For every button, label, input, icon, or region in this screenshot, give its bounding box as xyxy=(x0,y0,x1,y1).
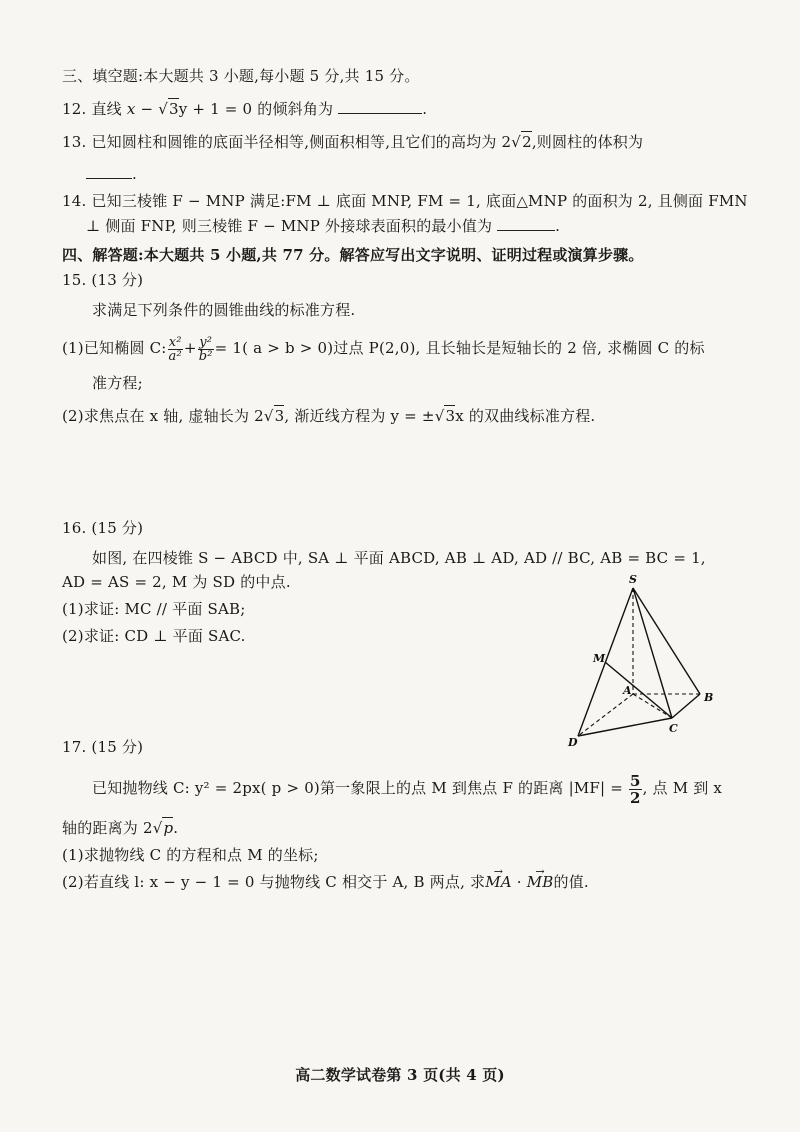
q17-l1-a: 已知抛物线 C: y² = 2px( p > 0)第一象限上的点 M 到焦点 F 的距离 |MF| = xyxy=(92,779,624,797)
q15-f1-num: x² xyxy=(168,334,182,350)
label-C: C xyxy=(669,722,678,735)
q14-line1: 已知三棱锥 F − MNP 满足:FM ⊥ 底面 MNP, FM = 1, 底面△MNP 的面积为 2, 且侧面 FMN xyxy=(91,192,748,210)
q12-eq-part2: y + 1 = 0 的倾斜角为 xyxy=(178,100,334,118)
section3-heading: 三、填空题:本大题共 3 小题,每小题 5 分,共 15 分。 xyxy=(62,67,420,85)
q15-fraction-x xyxy=(168,336,183,363)
q17-p2-b: 的值. xyxy=(553,873,589,891)
q16-line1: 如图, 在四棱锥 S − ABCD 中, SA ⊥ 平面 ABCD, AB ⊥ AD, AD // BC, AB = BC = 1, xyxy=(92,549,706,567)
q14-number: 14. xyxy=(62,192,87,210)
q15-sqrt-sign-2: √ xyxy=(434,407,445,425)
q17-dot: · xyxy=(511,873,527,891)
q15-p2-a: (2)求焦点在 x 轴, 虚轴长为 2 xyxy=(62,407,264,425)
page-footer: 高二数学试卷第 3 页(共 4 页) xyxy=(295,1066,505,1084)
label-A: A xyxy=(623,684,632,697)
q13-answer-blank[interactable] xyxy=(86,164,132,179)
q17-vector-mb: → MB xyxy=(527,872,554,892)
edge-SC xyxy=(633,588,672,718)
pyramid-figure xyxy=(560,568,730,748)
q15-f1-den: a² xyxy=(168,348,182,364)
q14-answer-blank[interactable] xyxy=(497,216,555,231)
edge-CB xyxy=(672,694,700,718)
q14-line2: ⊥ 侧面 FNP, 则三棱锥 F − MNP 外接球表面积的最小值为 xyxy=(86,217,493,235)
q16-part1: (1)求证: MC // 平面 SAB; xyxy=(62,600,246,618)
edge-MC xyxy=(605,662,672,718)
q13-sqrt-sign: √ xyxy=(511,133,522,151)
q15-fraction-y xyxy=(198,336,214,363)
q15-part2 xyxy=(62,405,595,426)
q17-header: 17. (15 分) xyxy=(62,738,144,756)
q15-p2-sqrt1: 3 xyxy=(274,407,285,425)
label-D: D xyxy=(568,736,578,748)
q13-end: . xyxy=(132,165,137,183)
question-13 xyxy=(62,131,643,152)
edge-SB xyxy=(633,588,700,694)
q12-end: . xyxy=(422,100,428,118)
q15-p2-sqrt2: 3 xyxy=(445,407,456,425)
q13-text1: 已知圆柱和圆锥的底面半径相等,侧面积相等,且它们的高均为 2 xyxy=(91,133,512,151)
q13-sqrt: 2 xyxy=(522,133,532,151)
q15-p2-c: x 的双曲线标准方程. xyxy=(455,407,596,425)
question-13-blank-line xyxy=(86,164,137,184)
q17-frac-num: 5 xyxy=(629,771,641,790)
label-S: S xyxy=(629,573,637,586)
q17-fraction xyxy=(629,773,642,806)
q13-text2: ,则圆柱的体积为 xyxy=(531,133,644,151)
q15-intro: 求满足下列条件的圆锥曲线的标准方程. xyxy=(92,301,356,319)
q12-sqrt-sign: √ xyxy=(158,100,168,118)
label-B: B xyxy=(704,691,714,704)
q15-header: 15. (13 分) xyxy=(62,271,144,289)
q17-l2-sqrt: p xyxy=(163,819,174,837)
q12-sqrt: 3 xyxy=(168,100,179,118)
q17-line2 xyxy=(62,817,178,838)
section4-heading: 四、解答题:本大题共 5 小题,共 77 分。解答应写出文字说明、证明过程或演算步骤。 xyxy=(62,246,644,264)
q17-l1-b: , 点 M 到 x xyxy=(642,779,723,797)
q17-l2-a: 轴的距离为 2 xyxy=(62,819,153,837)
q17-part1: (1)求抛物线 C 的方程和点 M 的坐标; xyxy=(62,846,319,864)
q15-p1-b: = 1( a > b > 0)过点 P(2,0), 且长轴长是短轴长的 2 倍, 求椭圆 C 的标 xyxy=(214,339,705,357)
q16-line2: AD = AS = 2, M 为 SD 的中点. xyxy=(62,573,291,591)
edge-DC xyxy=(578,718,672,736)
q14-end: . xyxy=(555,217,561,235)
q15-part1 xyxy=(62,330,705,366)
q12-number: 12. xyxy=(62,100,87,118)
q17-line1 xyxy=(92,768,722,808)
q12-answer-blank[interactable] xyxy=(338,99,422,114)
q15-p1-c: 准方程; xyxy=(92,374,143,392)
label-M: M xyxy=(593,652,606,665)
q16-header: 16. (15 分) xyxy=(62,519,144,537)
q17-p2-a: (2)若直线 l: x − y − 1 = 0 与抛物线 C 相交于 A, B 两点, 求 xyxy=(62,873,486,891)
q17-l2-b: . xyxy=(173,819,179,837)
q15-plus: + xyxy=(183,339,197,357)
question-12 xyxy=(62,98,427,119)
q15-p2-b: , 渐近线方程为 y = ± xyxy=(284,407,435,425)
q16-part2: (2)求证: CD ⊥ 平面 SAC. xyxy=(62,627,246,645)
q12-prefix: 直线 xyxy=(91,100,122,118)
q15-p1-a: (1)已知椭圆 C: xyxy=(62,339,167,357)
q15-sqrt-sign-1: √ xyxy=(263,407,274,425)
q17-part2 xyxy=(62,872,589,892)
q17-vector-ma: → MA xyxy=(485,872,512,892)
q17-sqrt-sign: √ xyxy=(152,819,163,837)
q13-number: 13. xyxy=(62,133,87,151)
q15-f2-den: b² xyxy=(198,348,213,364)
question-14-line1 xyxy=(62,191,748,211)
question-14-line2 xyxy=(86,216,560,236)
q17-frac-den: 2 xyxy=(629,788,641,807)
q15-f2-num: y² xyxy=(199,334,213,350)
q12-eq-part1: x − xyxy=(126,100,159,118)
